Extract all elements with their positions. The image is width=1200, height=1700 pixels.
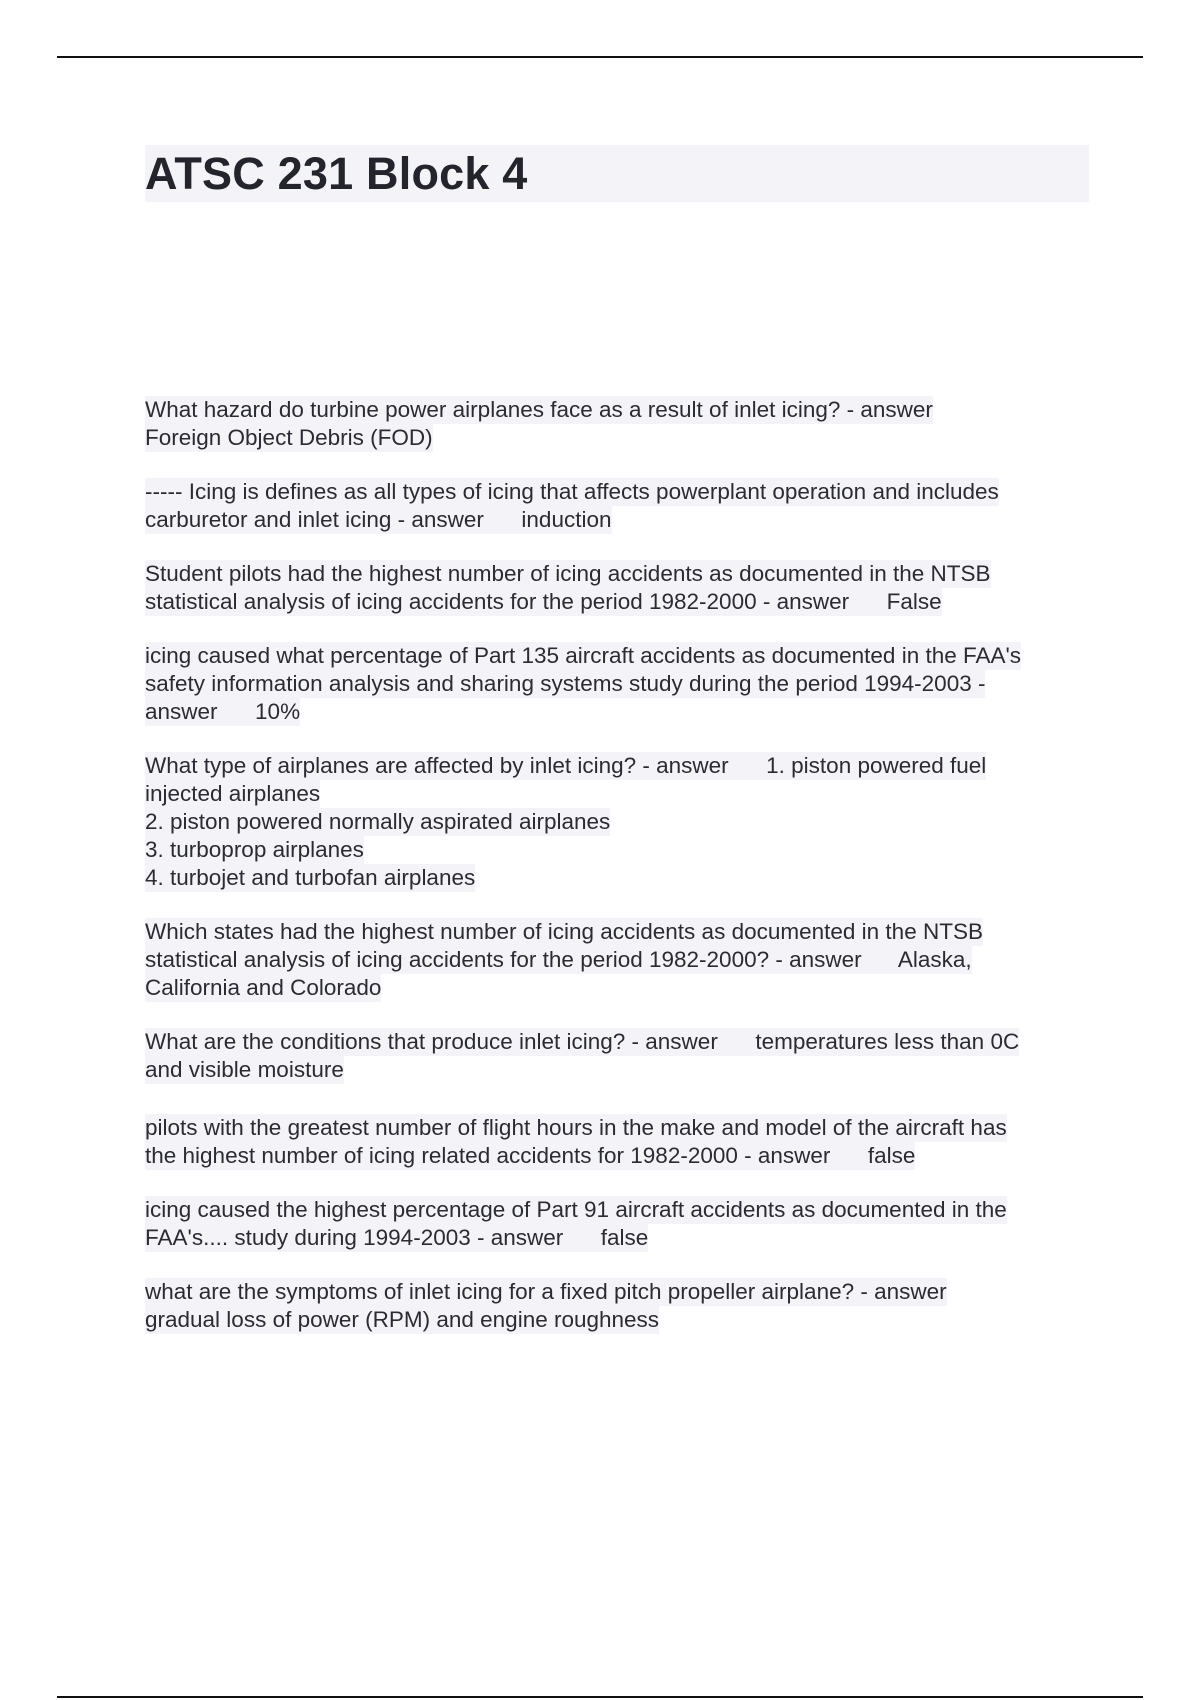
qa-line: statistical analysis of icing accidents for the period 1982-2000? - answer Alaska, bbox=[145, 947, 972, 972]
qa-item-2 bbox=[145, 478, 1095, 534]
qa-line: What hazard do turbine power airplanes face as a result of inlet icing? - answer bbox=[145, 397, 933, 422]
qa-line: Student pilots had the highest number of icing accidents as documented in the NTSB bbox=[145, 561, 991, 586]
page-title: ATSC 231 Block 4 bbox=[145, 148, 528, 199]
qa-item-3 bbox=[145, 560, 1095, 616]
qa-item-8 bbox=[145, 1114, 1095, 1170]
qa-item-5 bbox=[145, 752, 1095, 892]
qa-line: 2. piston powered normally aspirated airplanes bbox=[145, 809, 611, 834]
qa-line: FAA's.... study during 1994-2003 - answer false bbox=[145, 1225, 649, 1250]
qa-line: the highest number of icing related accidents for 1982-2000 - answer false bbox=[145, 1143, 916, 1168]
qa-line: icing caused the highest percentage of Part 91 aircraft accidents as documented in the bbox=[145, 1197, 1007, 1222]
qa-item-6 bbox=[145, 918, 1095, 1002]
qa-line: injected airplanes bbox=[145, 781, 321, 806]
qa-item-9 bbox=[145, 1196, 1095, 1252]
qa-line: icing caused what percentage of Part 135 aircraft accidents as documented in the FAA's bbox=[145, 643, 1022, 668]
qa-line: What type of airplanes are affected by inlet icing? - answer 1. piston powered fuel bbox=[145, 753, 987, 778]
qa-item-10 bbox=[145, 1278, 1095, 1334]
qa-line: statistical analysis of icing accidents for the period 1982-2000 - answer False bbox=[145, 589, 942, 614]
qa-line: what are the symptoms of inlet icing for a fixed pitch propeller airplane? - answer bbox=[145, 1279, 947, 1304]
qa-line: 3. turboprop airplanes bbox=[145, 837, 364, 862]
qa-line: Foreign Object Debris (FOD) bbox=[145, 425, 433, 450]
qa-line: ----- Icing is defines as all types of icing that affects powerplant operation and includes bbox=[145, 479, 999, 504]
qa-line: carburetor and inlet icing - answer induction bbox=[145, 507, 612, 532]
qa-line: and visible moisture bbox=[145, 1057, 344, 1082]
bottom-rule bbox=[57, 1696, 1143, 1698]
top-rule bbox=[57, 56, 1143, 58]
qa-item-4 bbox=[145, 642, 1095, 726]
qa-line: Which states had the highest number of icing accidents as documented in the NTSB bbox=[145, 919, 983, 944]
qa-line: pilots with the greatest number of flight hours in the make and model of the aircraft has bbox=[145, 1115, 1007, 1140]
qa-line: What are the conditions that produce inlet icing? - answer temperatures less than 0C bbox=[145, 1029, 1020, 1054]
qa-line: safety information analysis and sharing systems study during the period 1994-2003 - bbox=[145, 671, 986, 696]
qa-line: California and Colorado bbox=[145, 975, 382, 1000]
qa-item-1 bbox=[145, 396, 1095, 452]
qa-line: 4. turbojet and turbofan airplanes bbox=[145, 865, 476, 890]
question-list bbox=[145, 396, 1095, 1360]
qa-line: gradual loss of power (RPM) and engine roughness bbox=[145, 1307, 660, 1332]
qa-line: answer 10% bbox=[145, 699, 301, 724]
qa-item-7 bbox=[145, 1028, 1095, 1084]
